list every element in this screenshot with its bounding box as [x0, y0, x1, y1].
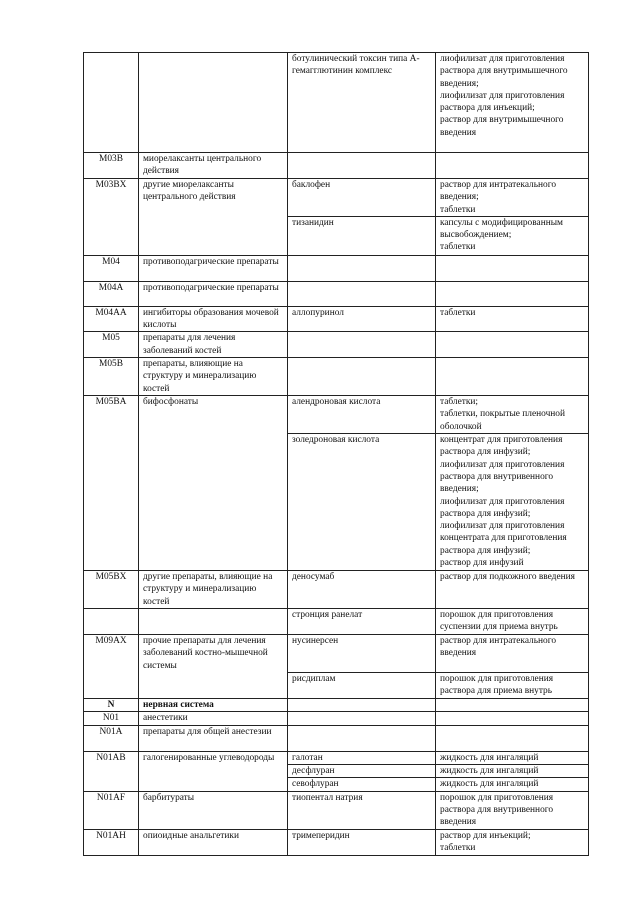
dosage-form-cell: [436, 699, 589, 712]
group-name-cell: препараты для лечения заболеваний костей: [139, 332, 288, 358]
atc-code-cell: M04: [84, 255, 139, 281]
group-name-cell: анестетики: [139, 712, 288, 725]
drug-name-cell: ботулинический токсин типа А-гемагглютинин комплекс: [288, 53, 436, 153]
drug-name-cell: тизанидин: [288, 216, 436, 255]
group-name-cell: бифосфонаты: [139, 396, 288, 571]
table-row: [84, 829, 589, 855]
table-body: [84, 53, 589, 856]
atc-code-cell: N01: [84, 712, 139, 725]
atc-code-cell: M04AA: [84, 306, 139, 332]
dosage-form-cell: капсулы с модифицированным высвобождением; таблетки: [436, 216, 589, 255]
group-name-cell: препараты, влияющие на структуру и минерализацию костей: [139, 358, 288, 396]
group-name-cell: противоподагрические препараты: [139, 255, 288, 281]
table-row: [84, 751, 589, 764]
group-name-cell: галогенированные углеводороды: [139, 751, 288, 791]
table-row: [84, 635, 589, 673]
drug-name-cell: [288, 699, 436, 712]
table-row: [84, 396, 589, 434]
drug-name-cell: [288, 332, 436, 358]
drug-name-cell: золедроновая кислота: [288, 434, 436, 571]
table-row: [84, 255, 589, 281]
drug-name-cell: [288, 358, 436, 396]
table-row: [84, 725, 589, 751]
dosage-form-cell: жидкость для ингаляций: [436, 751, 589, 764]
group-name-cell: барбитураты: [139, 791, 288, 829]
atc-code-cell: M05BX: [84, 571, 139, 609]
table-row: [84, 609, 589, 635]
drug-name-cell: десфлуран: [288, 764, 436, 777]
group-name-cell: другие препараты, влияющие на структуру и минерализацию костей: [139, 571, 288, 609]
group-name-cell: опиоидные анальгетики: [139, 829, 288, 855]
drug-name-cell: баклофен: [288, 179, 436, 217]
table-row: [84, 358, 589, 396]
dosage-form-cell: [436, 725, 589, 751]
dosage-form-cell: таблетки; таблетки, покрытые пленочной оболочкой: [436, 396, 589, 434]
dosage-form-cell: [436, 281, 589, 306]
dosage-form-cell: раствор для подкожного введения: [436, 571, 589, 609]
group-name-cell: препараты для общей анестезии: [139, 725, 288, 751]
atc-code-cell: N01AB: [84, 751, 139, 791]
dosage-form-cell: [436, 255, 589, 281]
dosage-form-cell: [436, 153, 589, 179]
table-row: [84, 791, 589, 829]
drug-list-table: [83, 52, 589, 856]
group-name-cell: миорелаксанты центрального действия: [139, 153, 288, 179]
table-row: [84, 153, 589, 179]
atc-code-cell: N01AF: [84, 791, 139, 829]
dosage-form-cell: жидкость для ингаляций: [436, 764, 589, 777]
table-row: [84, 53, 589, 153]
drug-name-cell: [288, 255, 436, 281]
atc-code-cell: M04A: [84, 281, 139, 306]
atc-code-cell: M05: [84, 332, 139, 358]
drug-name-cell: [288, 712, 436, 725]
drug-name-cell: деносумаб: [288, 571, 436, 609]
atc-code-cell: [84, 53, 139, 153]
dosage-form-cell: [436, 358, 589, 396]
table-row: [84, 306, 589, 332]
drug-name-cell: нусинерсен: [288, 635, 436, 673]
drug-name-cell: стронция ранелат: [288, 609, 436, 635]
group-name-cell: другие миорелаксанты центрального действия: [139, 179, 288, 256]
dosage-form-cell: концентрат для приготовления раствора для инфузий; лиофилизат для приготовления раствора для внутривенного введения; лиофилизат для приготовления раствора для инфузий; лиофилизат для приготовления концентрата для приготовления раствора для инфузий; раствор для инфузий: [436, 434, 589, 571]
dosage-form-cell: жидкость для ингаляций: [436, 778, 589, 791]
dosage-form-cell: таблетки: [436, 306, 589, 332]
atc-code-cell: M03B: [84, 153, 139, 179]
group-name-cell: нервная система: [139, 699, 288, 712]
drug-name-cell: тримеперидин: [288, 829, 436, 855]
drug-name-cell: [288, 725, 436, 751]
drug-name-cell: алендроновая кислота: [288, 396, 436, 434]
drug-name-cell: севофлуран: [288, 778, 436, 791]
group-name-cell: прочие препараты для лечения заболеваний костно-мышечной системы: [139, 635, 288, 699]
group-name-cell: [139, 609, 288, 635]
atc-code-cell: M05B: [84, 358, 139, 396]
table-row: [84, 179, 589, 217]
drug-name-cell: тиопентал натрия: [288, 791, 436, 829]
atc-code-cell: M05BA: [84, 396, 139, 571]
table-row: [84, 571, 589, 609]
atc-code-cell: N01A: [84, 725, 139, 751]
dosage-form-cell: [436, 712, 589, 725]
dosage-form-cell: раствор для инъекций; таблетки: [436, 829, 589, 855]
dosage-form-cell: порошок для приготовления раствора для приема внутрь: [436, 673, 589, 699]
drug-name-cell: [288, 281, 436, 306]
atc-code-cell: M03BX: [84, 179, 139, 256]
dosage-form-cell: [436, 332, 589, 358]
table-row: [84, 699, 589, 712]
atc-code-cell: M09AX: [84, 635, 139, 699]
drug-name-cell: галотан: [288, 751, 436, 764]
dosage-form-cell: лиофилизат для приготовления раствора для внутримышечного введения; лиофилизат для приготовления раствора для инъекций; раствор для внутримышечного введения: [436, 53, 589, 153]
atc-code-cell: N: [84, 699, 139, 712]
group-name-cell: ингибиторы образования мочевой кислоты: [139, 306, 288, 332]
dosage-form-cell: порошок для приготовления суспензии для приема внутрь: [436, 609, 589, 635]
dosage-form-cell: раствор для интратекального введения: [436, 635, 589, 673]
group-name-cell: [139, 53, 288, 153]
atc-code-cell: [84, 609, 139, 635]
drug-name-cell: рисдиплам: [288, 673, 436, 699]
table-row: [84, 332, 589, 358]
table-row: [84, 281, 589, 306]
dosage-form-cell: порошок для приготовления раствора для внутривенного введения: [436, 791, 589, 829]
group-name-cell: противоподагрические препараты: [139, 281, 288, 306]
table-row: [84, 712, 589, 725]
atc-code-cell: N01AH: [84, 829, 139, 855]
dosage-form-cell: раствор для интратекального введения; таблетки: [436, 179, 589, 217]
drug-name-cell: [288, 153, 436, 179]
drug-name-cell: аллопуринол: [288, 306, 436, 332]
